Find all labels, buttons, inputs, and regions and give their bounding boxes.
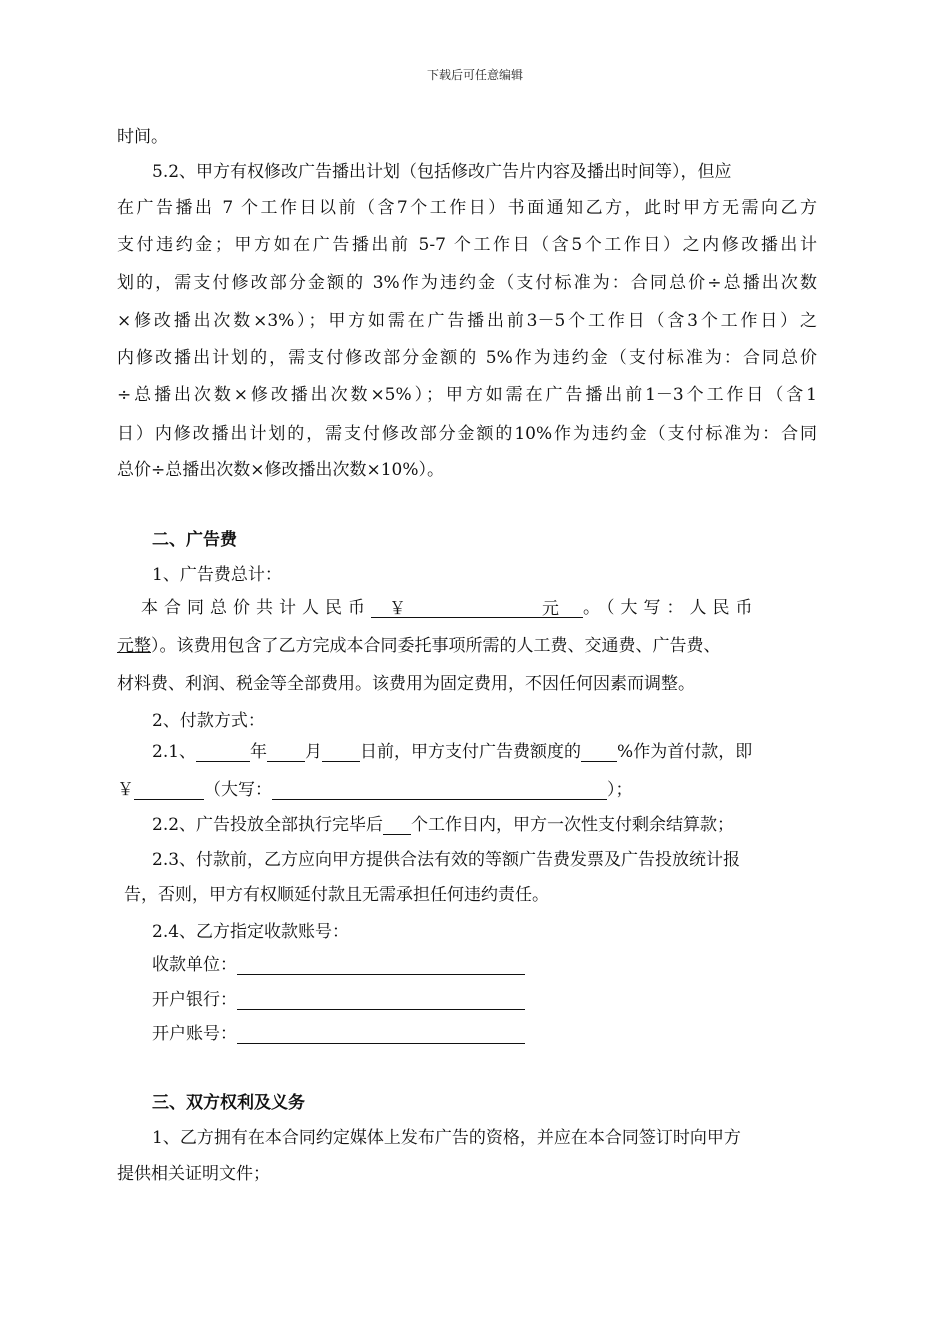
paragraph-line: 材料费、利润、税金等全部费用。该费用为固定费用，不因任何因素而调整。 — [117, 674, 695, 694]
paragraph-line: 总价÷总播出次数×修改播出次数×10%）。 — [117, 460, 445, 480]
account-blank — [237, 1025, 525, 1044]
paragraph-line: 提供相关证明文件； — [117, 1164, 270, 1184]
paragraph-line: 1、广告费总计： — [152, 565, 282, 585]
bank-blank — [237, 991, 525, 1010]
day-blank — [322, 743, 360, 762]
paragraph-line: 2、付款方式： — [152, 711, 265, 731]
payment-line-2-1b: ￥ （大写： ）； — [117, 780, 633, 800]
total-price-line: 本合同总价共计人民币 ￥ 元 。（大写：人民币 — [141, 598, 759, 619]
paragraph-line: 时间。 — [117, 127, 168, 147]
payment-line-2-2: 2.2、广告投放全部执行完毕后 个工作日内，甲方一次性支付剩余结算款； — [152, 815, 735, 835]
paragraph-line: 划的，需支付修改部分金额的 3%作为违约金（支付标准为：合同总价÷总播出次数 — [117, 273, 817, 293]
month-blank — [267, 743, 305, 762]
payee-blank — [237, 956, 525, 975]
paragraph-line: 2.4、乙方指定收款账号： — [152, 922, 350, 942]
paragraph-line: 2.3、付款前，乙方应向甲方提供合法有效的等额广告费发票及广告投放统计报 — [152, 850, 741, 870]
percent-blank — [581, 743, 617, 762]
paragraph-line: 在广告播出 7 个工作日以前（含7个工作日）书面通知乙方，此时甲方无需向乙方 — [117, 198, 817, 218]
first-payment-blank — [134, 781, 204, 800]
paragraph-line: 内修改播出计划的，需支付修改部分金额的 5%作为违约金（支付标准为：合同总价 — [117, 348, 817, 368]
payment-line-2-1: 2.1、 年 月 日前，甲方支付广告费额度的 %作为首付款，即 — [152, 742, 753, 762]
paragraph-line: ×修改播出次数×3%）；甲方如需在广告播出前3－5个工作日（含3个工作日）之 — [117, 311, 817, 331]
paragraph-line: 1、乙方拥有在本合同约定媒体上发布广告的资格，并应在本合同签订时向甲方 — [152, 1128, 741, 1148]
payee-line: 收款单位： — [152, 955, 525, 975]
year-blank — [196, 743, 250, 762]
paragraph-line: ÷总播出次数×修改播出次数×5%）；甲方如需在广告播出前1－3个工作日（含1 — [117, 385, 817, 405]
page-header: 下载后可任意编辑 — [426, 68, 523, 82]
bank-line: 开户银行： — [152, 990, 525, 1010]
section-title-rights: 三、双方权利及义务 — [152, 1093, 305, 1113]
workdays-blank — [383, 816, 411, 835]
paragraph-line: 元整）。该费用包含了乙方完成本合同委托事项所需的人工费、交通费、广告费、 — [117, 636, 721, 656]
paragraph-line: 日）内修改播出计划的，需支付修改部分金额的10%作为违约金（支付标准为：合同 — [117, 424, 817, 444]
first-payment-upper-blank — [272, 781, 607, 800]
section-title-fees: 二、广告费 — [152, 530, 237, 550]
paragraph-line: 支付违约金；甲方如在广告播出前 5-7 个工作日（含5个工作日）之内修改播出计 — [117, 235, 817, 255]
account-line: 开户账号： — [152, 1024, 525, 1044]
paragraph-line: 5.2、甲方有权修改广告播出计划（包括修改广告片内容及播出时间等），但应 — [152, 162, 732, 182]
paragraph-line: 告，否则，甲方有权顺延付款且无需承担任何违约责任。 — [124, 885, 549, 905]
total-amount-blank: ￥ 元 — [371, 599, 583, 618]
